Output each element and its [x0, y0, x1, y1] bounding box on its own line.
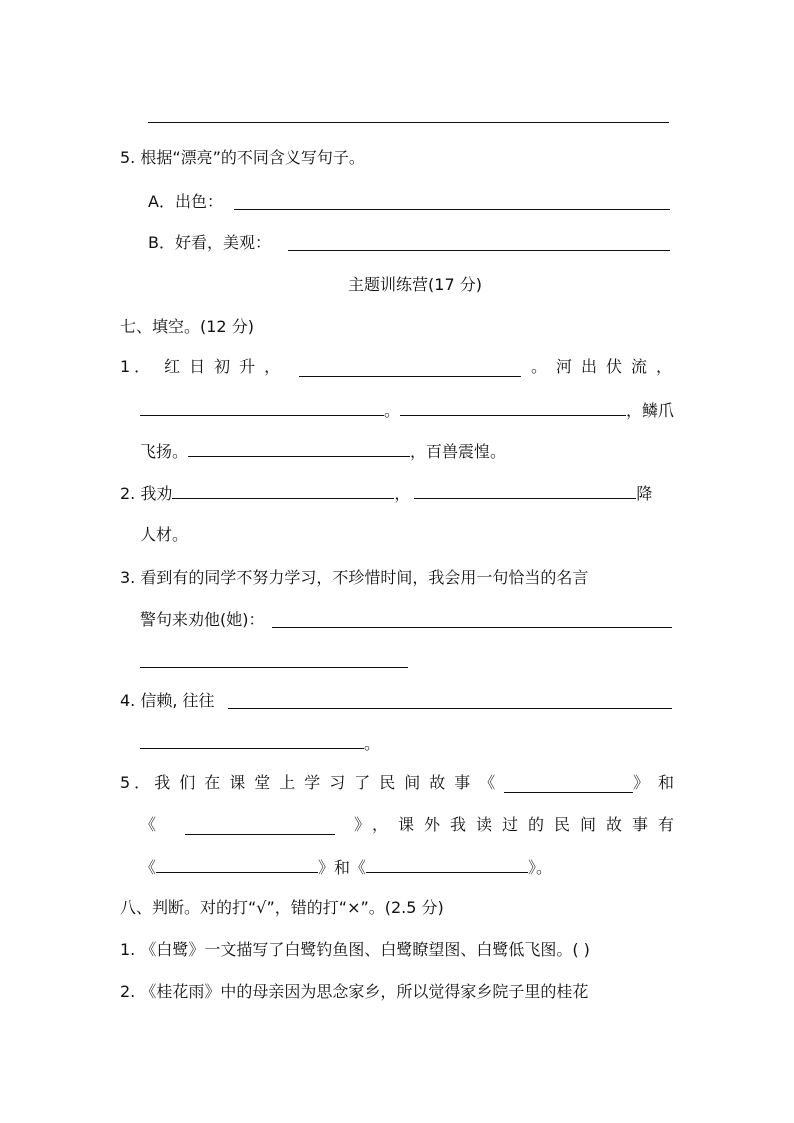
fill-item-1-line-c	[140, 441, 506, 462]
fill-item-2-line-a	[120, 483, 652, 504]
fill-item-5-text-3: 《	[140, 815, 167, 834]
question-5-prompt: 5. 根据“漂亮”的不同含义写句子。	[120, 148, 365, 167]
fill-item-3-line-b	[140, 610, 265, 630]
question-5a-label: A．出色：	[148, 192, 223, 211]
fill-item-5-line-b	[140, 815, 684, 835]
blank-5-2[interactable]	[185, 819, 335, 835]
fill-item-3-line-a: 3. 看到有的同学不努力学习，不珍惜时间，我会用一句恰当的名言	[120, 568, 589, 587]
fill-item-4-line-a	[120, 691, 215, 711]
question-5b	[148, 233, 271, 253]
blank-4-1[interactable]	[228, 693, 672, 709]
fill-item-2-text-3: 降	[636, 484, 653, 503]
fill-item-5-text-1: 我们在课堂上学习了民间故事《	[154, 773, 505, 792]
answer-line-5a[interactable]	[234, 194, 670, 210]
fill-item-2-text-1: 2. 我劝	[120, 484, 173, 503]
blank-3-1[interactable]	[272, 612, 672, 628]
blank-4-2[interactable]	[140, 733, 364, 749]
section-7-heading: 七、填空。(12 分)	[120, 317, 254, 336]
fill-item-1-line-b	[140, 400, 674, 421]
fill-item-5-text-4: 》，课外我读过的民间故事有	[353, 815, 684, 834]
fill-item-1-text-1: 红日初升，	[164, 357, 290, 376]
question-5a	[148, 192, 223, 212]
fill-item-1-line-a	[120, 357, 681, 377]
fill-item-1-text-6: ，百兽震惶。	[410, 442, 507, 461]
fill-item-5-text-6: 》和《	[318, 858, 367, 877]
question-5b-label: B．好看，美观：	[148, 233, 271, 252]
fill-item-2-text-2: ，	[394, 484, 411, 503]
section-title: 主题训练营(17 分)	[348, 275, 482, 294]
fill-item-5-line-a	[120, 773, 683, 793]
fill-item-4-text-1: 4. 信赖, 往往	[120, 691, 215, 710]
blank-2-2[interactable]	[414, 483, 636, 499]
fill-item-5-text-2: 》和	[632, 773, 683, 792]
section-8-heading: 八、判断。对的打“√”，错的打“×”。(2.5 分)	[120, 898, 444, 917]
blank-5-1[interactable]	[504, 777, 633, 793]
fill-item-5-num: 5．	[120, 773, 155, 792]
fill-item-1-text-3: 。	[384, 401, 401, 420]
fill-item-2-line-b: 人材。	[140, 525, 189, 544]
fill-item-3-text-2: 警句来劝他(她)：	[140, 610, 265, 629]
blank-5-4[interactable]	[366, 857, 528, 873]
fill-item-1-text-5: 飞扬。	[140, 442, 189, 461]
fill-item-1-text-4: ，鳞爪	[626, 401, 675, 420]
fill-item-5-line-c	[140, 857, 552, 878]
blank-1-1[interactable]	[299, 361, 521, 377]
blank-3-2[interactable]	[140, 652, 408, 668]
blank-1-4[interactable]	[188, 441, 410, 457]
answer-line-top[interactable]	[148, 108, 669, 123]
fill-item-1-num: 1．	[120, 357, 155, 376]
judge-item-1: 1. 《白鹭》一文描写了白鹭钓鱼图、白鹭瞭望图、白鹭低飞图。( )	[120, 940, 590, 959]
fill-item-5-text-7: 》。	[528, 858, 553, 877]
fill-item-5-text-5: 《	[140, 858, 157, 877]
fill-item-4-line-b	[140, 733, 380, 754]
answer-line-5b[interactable]	[288, 235, 670, 251]
blank-2-1[interactable]	[172, 483, 394, 499]
fill-item-1-text-2: 。河出伏流，	[530, 357, 681, 376]
blank-5-3[interactable]	[156, 857, 318, 873]
fill-item-4-text-2: 。	[364, 734, 381, 753]
judge-item-2: 2. 《桂花雨》中的母亲因为思念家乡，所以觉得家乡院子里的桂花	[120, 982, 589, 1001]
blank-1-3[interactable]	[400, 400, 626, 416]
blank-1-2[interactable]	[140, 400, 384, 416]
